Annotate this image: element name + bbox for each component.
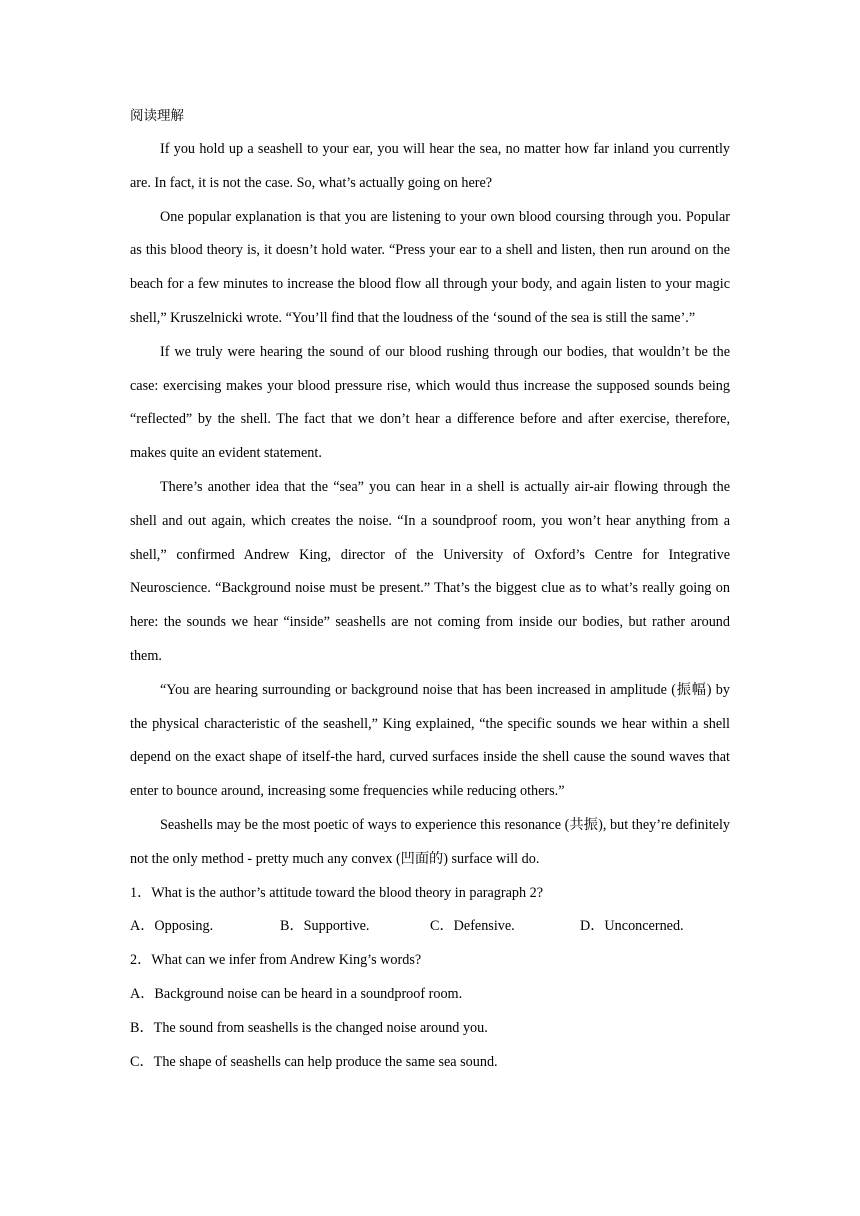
question-1-option-c: C．Defensive. bbox=[430, 918, 515, 935]
paragraph-5: “You are hearing surrounding or background noise that has been increased in amplitude (振幅) by the physical characteristic of the seashell,” King explained, “the specific sounds we hear within a shell depend on the exact shape of itself-the hard, curved surfaces inside the shell cause the sound waves that enter to bounce around, increasing some frequencies while reducing others.” bbox=[130, 681, 730, 800]
question-1-options bbox=[130, 910, 730, 944]
paragraph-3: If we truly were hearing the sound of our blood rushing through our bodies, that wouldn’t be the case: exercising makes your blood pressure rise, which would thus increase the supposed sounds being “reflected” by the shell. The fact that we don’t hear a difference before and after exercise, therefore, makes quite an evident statement. bbox=[130, 343, 730, 462]
question-2-option-a: A．Background noise can be heard in a soundproof room. bbox=[130, 985, 463, 1002]
question-2-option-b: B．The sound from seashells is the changed noise around you. bbox=[130, 1019, 488, 1036]
question-2-option-c: C．The shape of seashells can help produce the same sea sound. bbox=[130, 1053, 498, 1070]
paragraph-6: Seashells may be the most poetic of ways to experience this resonance (共振), but they’re definitely not the only method - pretty much any convex (凹面的) surface will do. bbox=[130, 816, 730, 867]
question-1-option-d: D．Unconcerned. bbox=[580, 918, 684, 935]
question-1-option-a: A．Opposing. bbox=[130, 918, 214, 935]
paragraph-4: There’s another idea that the “sea” you can hear in a shell is actually air-air flowing through the shell and out again, which creates the noise. “In a soundproof room, you won’t hear anything from a shell,” confirmed Andrew King, director of the University of Oxford’s Centre for Integrative Neuroscience. “Background noise must be present.” That’s the biggest clue as to what’s really going on here: the sounds we hear “inside” seashells are not coming from inside our bodies, but rather around them. bbox=[130, 478, 730, 664]
question-1-option-b: B．Supportive. bbox=[280, 918, 370, 935]
paragraph-1: If you hold up a seashell to your ear, you will hear the sea, no matter how far inland you currently are. In fact, it is not the case. So, what’s actually going on here? bbox=[130, 141, 730, 191]
section-title: 阅读理解 bbox=[130, 108, 184, 124]
question-1-stem: 1．What is the author’s attitude toward the blood theory in paragraph 2? bbox=[130, 884, 544, 901]
document-page bbox=[130, 105, 730, 1079]
paragraph-2: One popular explanation is that you are listening to your own blood coursing through you. Popular as this blood theory is, it doesn’t hold water. “Press your ear to a shell and listen, then run around on the beach for a few minutes to increase the blood flow all through your body, and again listen to your magic shell,” Kruszelnicki wrote. “You’ll find that the loudness of the ‘sound of the sea is still the same’.” bbox=[130, 208, 730, 326]
question-2-stem: 2．What can we infer from Andrew King’s words? bbox=[130, 952, 422, 969]
